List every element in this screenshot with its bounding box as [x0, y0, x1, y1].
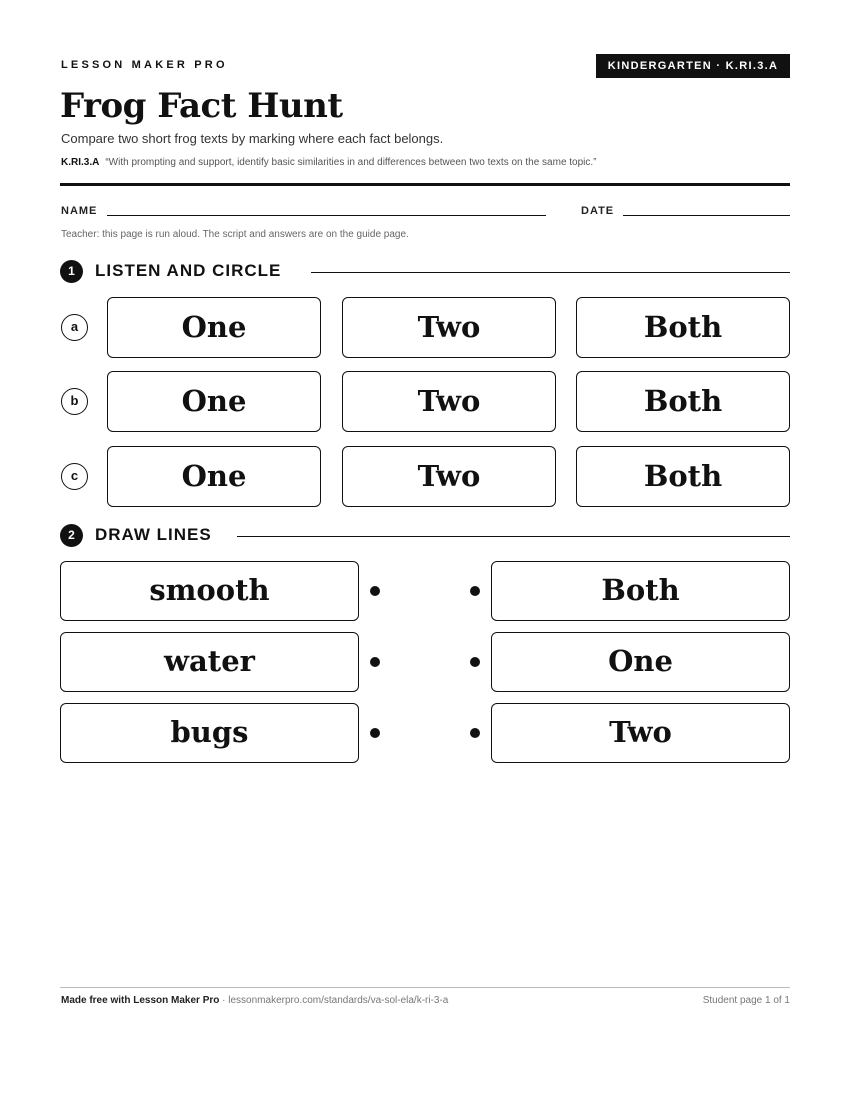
match-left-bugs: bugs	[60, 703, 359, 763]
match-right-dot-3[interactable]	[470, 728, 480, 738]
match-right-dot-1[interactable]	[470, 586, 480, 596]
section-1-header	[60, 260, 790, 284]
row-b-letter: b	[61, 388, 88, 415]
match-left-dot-3[interactable]	[370, 728, 380, 738]
row-a-choice-both[interactable]: Both	[576, 297, 790, 358]
standard-line	[61, 157, 597, 168]
date-label: DATE	[581, 205, 615, 217]
page-title: Frog Fact Hunt	[60, 86, 343, 126]
row-a-letter: a	[61, 314, 88, 341]
section-2-title: DRAW LINES	[95, 525, 212, 544]
match-right-dot-2[interactable]	[470, 657, 480, 667]
section-2-rule	[237, 536, 790, 537]
section-1-title: LISTEN AND CIRCLE	[95, 261, 282, 280]
match-left-smooth: smooth	[60, 561, 359, 621]
grade-standard-badge: KINDERGARTEN · K.RI.3.A	[596, 54, 790, 78]
match-left-water: water	[60, 632, 359, 692]
row-c-choice-one[interactable]: One	[107, 446, 321, 507]
match-left-dot-2[interactable]	[370, 657, 380, 667]
section-2-number: 2	[60, 524, 83, 547]
name-field[interactable]	[107, 215, 546, 216]
standard-code: K.RI.3.A	[61, 157, 100, 168]
row-b-choice-two[interactable]: Two	[342, 371, 556, 432]
row-c-letter: c	[61, 463, 88, 490]
match-right-one: One	[491, 632, 790, 692]
row-b-choice-one[interactable]: One	[107, 371, 321, 432]
name-label: NAME	[61, 205, 98, 217]
match-right-both: Both	[491, 561, 790, 621]
page-subtitle: Compare two short frog texts by marking where each fact belongs.	[61, 131, 444, 146]
row-c-choice-both[interactable]: Both	[576, 446, 790, 507]
standard-text: “With prompting and support, identify basic similarities in and differences between two texts on the same topic.”	[105, 157, 597, 168]
footer-made-by: Made free with Lesson Maker Pro	[61, 995, 220, 1006]
row-c-choice-two[interactable]: Two	[342, 446, 556, 507]
teacher-note: Teacher: this page is run aloud. The script and answers are on the guide page.	[61, 229, 409, 240]
footer-credit	[61, 995, 448, 1006]
header-divider	[60, 183, 790, 186]
row-a-choice-one[interactable]: One	[107, 297, 321, 358]
match-left-dot-1[interactable]	[370, 586, 380, 596]
match-right-two: Two	[491, 703, 790, 763]
section-1-number: 1	[60, 260, 83, 283]
section-2-header	[60, 524, 790, 548]
section-1-rule	[311, 272, 790, 273]
footer-page-number: Student page 1 of 1	[702, 995, 790, 1006]
brand-name: LESSON MAKER PRO	[61, 59, 228, 71]
row-b-choice-both[interactable]: Both	[576, 371, 790, 432]
footer-divider	[60, 987, 790, 988]
footer-url[interactable]: · lessonmakerpro.com/standards/va-sol-ela/k-ri-3-a	[219, 995, 449, 1006]
date-field[interactable]	[623, 215, 790, 216]
row-a-choice-two[interactable]: Two	[342, 297, 556, 358]
